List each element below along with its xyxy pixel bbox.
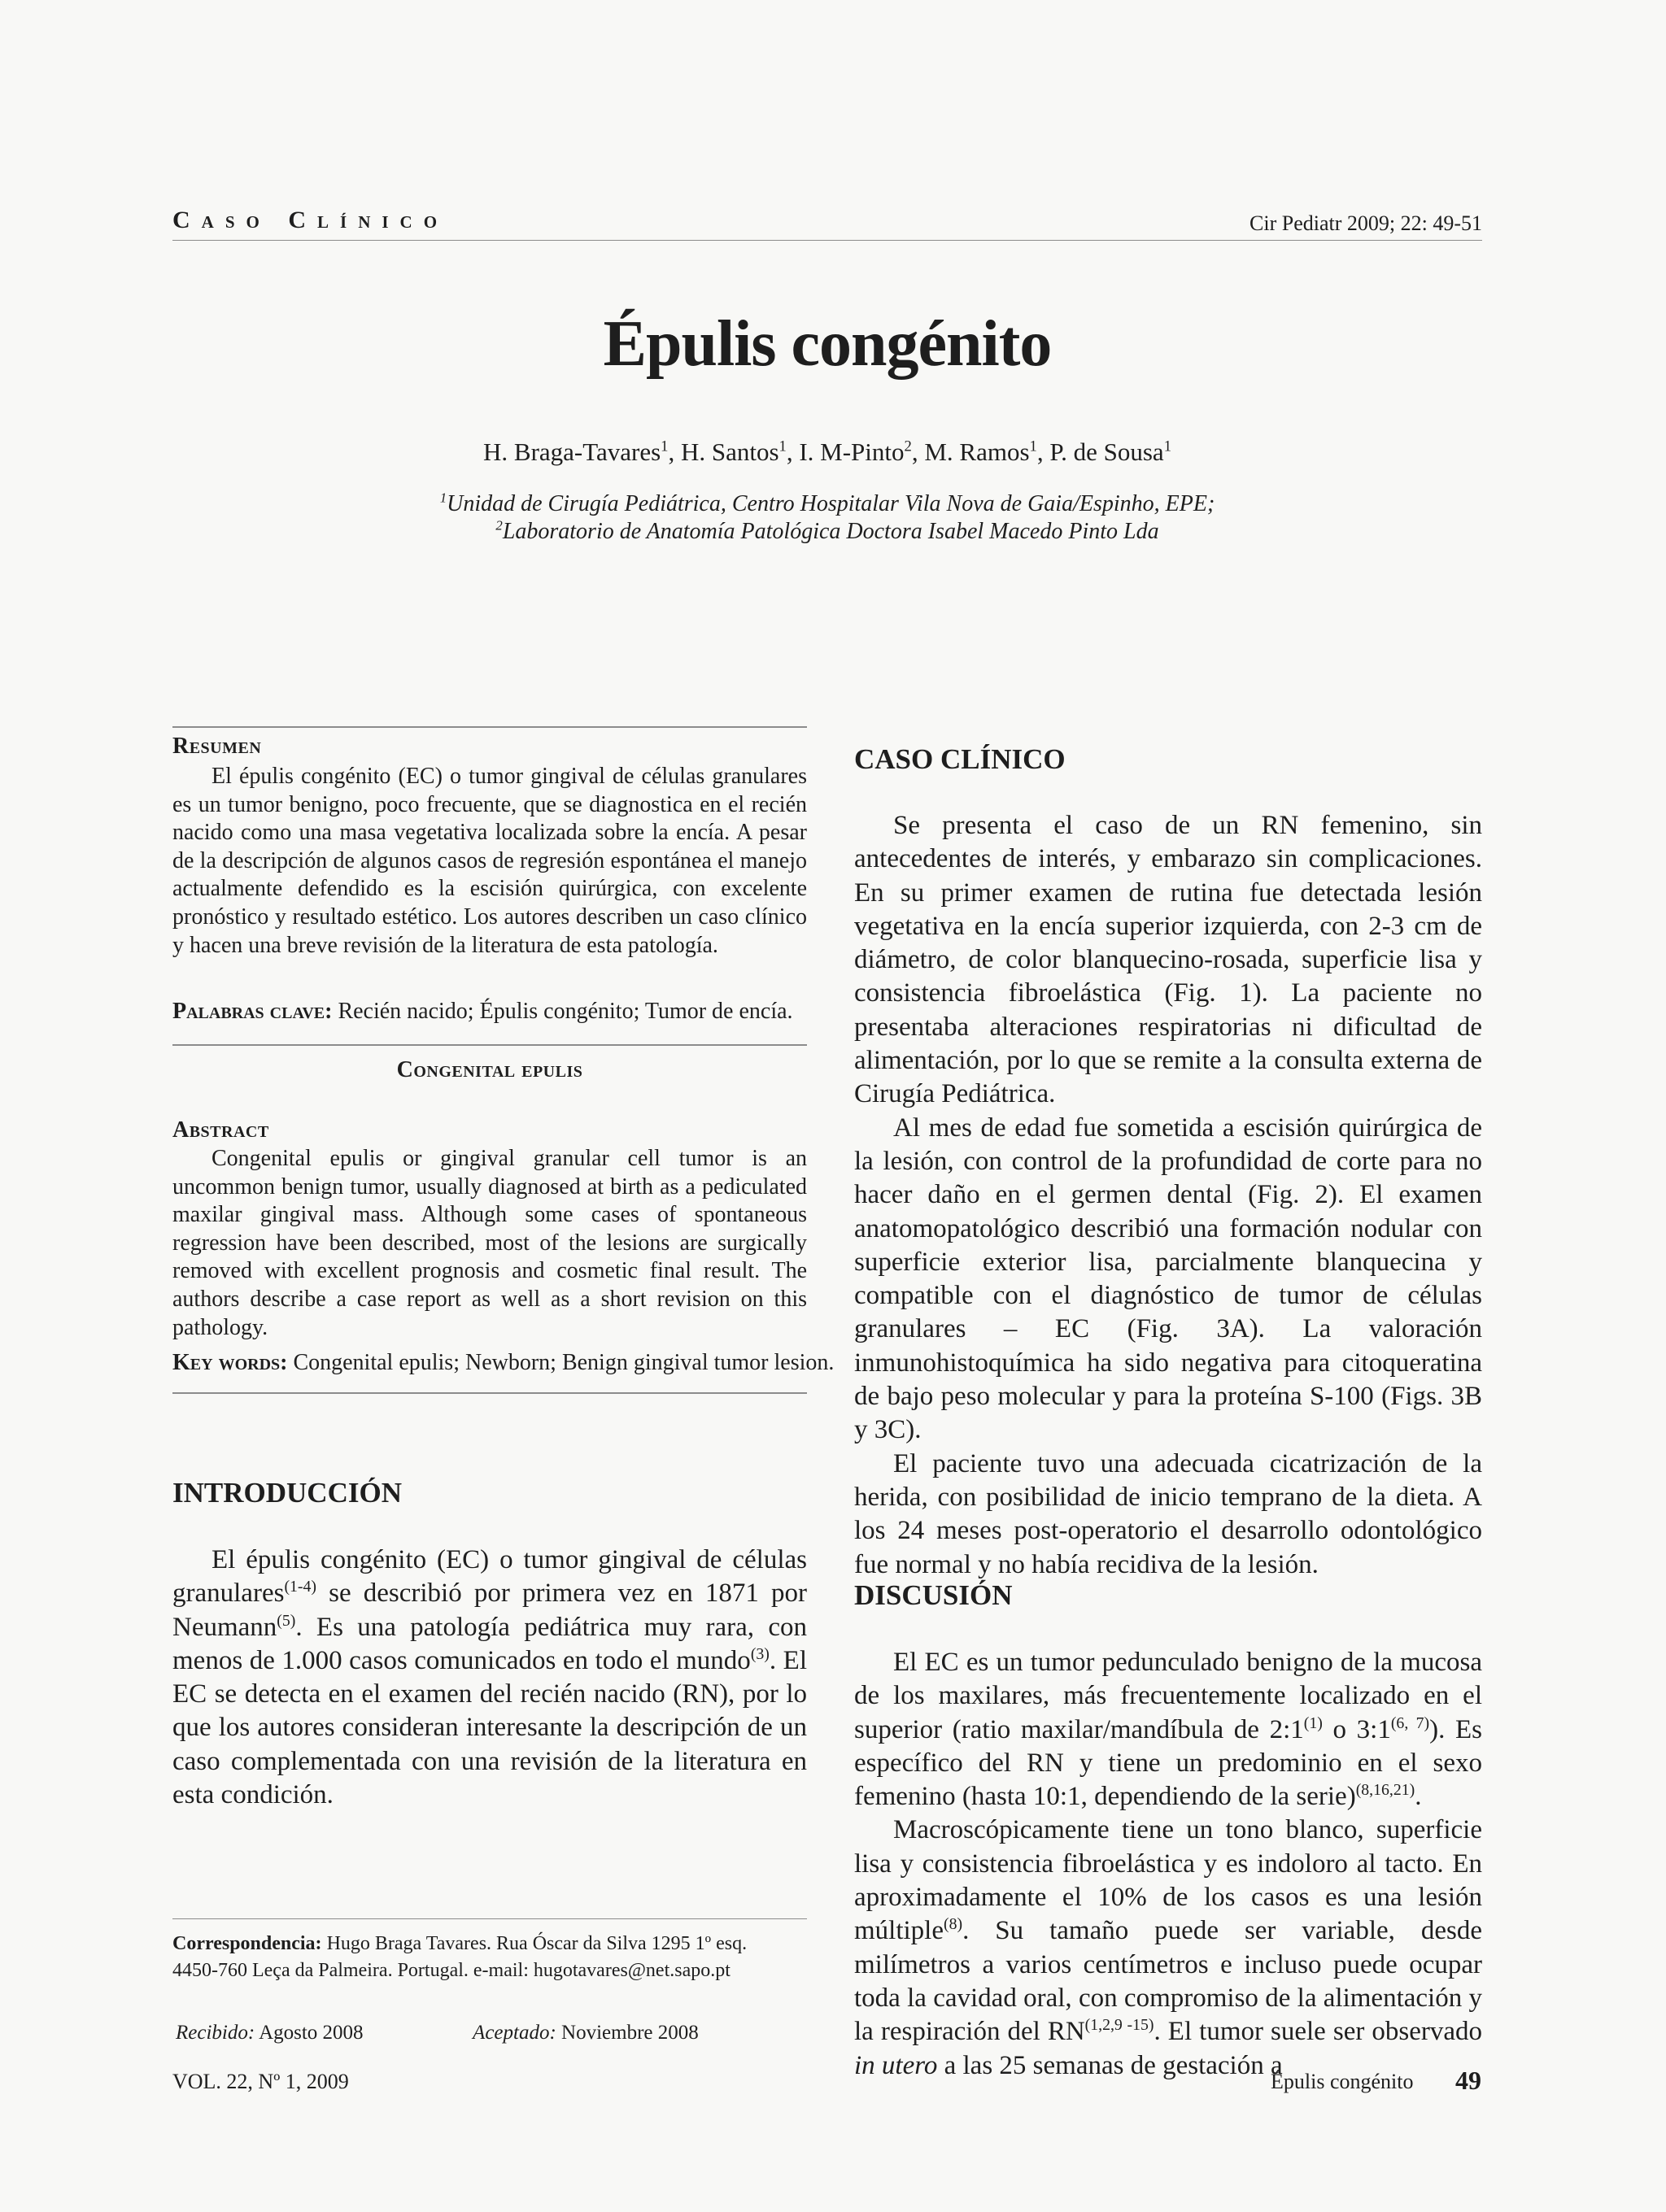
citation-ref: (1) bbox=[1303, 1713, 1323, 1732]
accepted-label: Aceptado: bbox=[473, 2022, 556, 2044]
citation-ref: (1,2,9 -15) bbox=[1084, 2016, 1154, 2035]
keywords-text: Recién nacido; Épulis congénito; Tumor de encía. bbox=[338, 999, 793, 1024]
affiliation-text: Laboratorio de Anatomía Patológica Doctora Isabel Macedo Pinto Lda bbox=[502, 519, 1159, 544]
correspondence-line2: 4450-760 Leça da Palmeira. Portugal. e-mail: hugotavares@net.sapo.pt bbox=[172, 1960, 731, 1981]
affiliation-mark: 1 bbox=[439, 490, 447, 506]
text-run: . bbox=[1415, 1782, 1422, 1812]
accepted-date: Noviembre 2008 bbox=[561, 2022, 699, 2044]
text-run: a las 25 semanas de gestación a bbox=[937, 2050, 1283, 2080]
abstract-keywords bbox=[172, 1350, 834, 1376]
resumen-keywords bbox=[172, 999, 793, 1025]
citation-ref: (6, 7) bbox=[1390, 1713, 1430, 1732]
affiliation-mark: 1 bbox=[778, 438, 787, 455]
discusion-heading: DISCUSIÓN bbox=[854, 1579, 1013, 1611]
citation-ref: (1-4) bbox=[284, 1578, 316, 1596]
text-run: . Su tamaño puede ser variable, desde milímetros a varios centímetros e incluso puede ocupar toda la cavidad oral, con compromiso de la alimentación y la respiración del RN bbox=[854, 1916, 1482, 2047]
citation-ref: (8,16,21) bbox=[1355, 1781, 1415, 1800]
affiliation-mark: 2 bbox=[904, 438, 912, 455]
text-run: . El EC se detecta en el examen del recién nacido (RN), por lo que los autores consideran interesante la descripción de un caso complementada con una revisión de la literatura en esta condición. bbox=[172, 1645, 808, 1810]
text-run: Macroscópicamente tiene un tono blanco, superficie lisa y consistencia fibroelástica y es indoloro al tacto. En aproximadamente el 10% de los casos es una lesión múltiple bbox=[854, 1815, 1482, 1946]
correspondence-rule bbox=[172, 1918, 807, 1919]
affiliation-line bbox=[172, 490, 1482, 518]
received-accepted-dates bbox=[176, 2022, 699, 2044]
page-number: 49 bbox=[1455, 2066, 1481, 2095]
resumen-heading: Resumen bbox=[172, 734, 262, 759]
affiliation-text: Unidad de Cirugía Pediátrica, Centro Hospitalar Vila Nova de Gaia/Espinho, EPE; bbox=[447, 491, 1215, 516]
citation-ref: (5) bbox=[277, 1611, 296, 1630]
affiliation-mark: 1 bbox=[1163, 438, 1171, 455]
introduccion-heading: INTRODUCCIÓN bbox=[172, 1477, 402, 1509]
abstract-heading: Abstract bbox=[172, 1117, 269, 1143]
correspondence bbox=[172, 1931, 807, 1984]
text-run: El EC es un tumor pedunculado benigno de la mucosa de los maxilares, más frecuentemente localizado en el superior (ratio maxilar/mandíbula de 2:1 bbox=[854, 1648, 1482, 1744]
received-date: Agosto 2008 bbox=[259, 2022, 364, 2044]
abstract-bottom-rule bbox=[172, 1392, 807, 1394]
footer-volume: VOL. 22, Nº 1, 2009 bbox=[172, 2070, 349, 2093]
text-run: El épulis congénito (EC) o tumor gingival de células granulares bbox=[172, 1545, 807, 1609]
journal-citation: Cir Pediatr 2009; 22: 49-51 bbox=[1250, 211, 1482, 235]
keywords-text: Congenital epulis; Newborn; Benign gingival tumor lesion. bbox=[293, 1350, 835, 1375]
affiliation-mark: 2 bbox=[495, 517, 503, 533]
footer-running-title: Épulis congénito bbox=[1271, 2070, 1414, 2093]
abstract-top-rule bbox=[172, 726, 807, 728]
introduccion-body bbox=[172, 1544, 807, 1812]
text-run: o 3:1 bbox=[1322, 1714, 1391, 1744]
caso-clinico-heading: CASO CLÍNICO bbox=[854, 743, 1066, 775]
discusion-paragraph-1 bbox=[854, 1646, 1482, 1814]
correspondence-label: Correspondencia: bbox=[172, 1933, 322, 1954]
abstract-divider-rule bbox=[172, 1044, 807, 1046]
author-name: H. Braga-Tavares bbox=[483, 438, 661, 466]
text-run: . Es una patología pediátrica muy rara, con menos de 1.000 casos comunicados en todo el mundo bbox=[172, 1612, 807, 1675]
citation-ref: (8) bbox=[944, 1915, 963, 1934]
affiliation-list bbox=[172, 490, 1482, 546]
keywords-label: Palabras clave: bbox=[172, 999, 333, 1024]
affiliation-mark: 1 bbox=[661, 438, 669, 455]
correspondence-line1: Hugo Braga Tavares. Rua Óscar da Silva 1295 1º esq. bbox=[321, 1933, 748, 1954]
resumen-text: El épulis congénito (EC) o tumor gingival de células granulares es un tumor benigno, poco frecuente, que se diagnostica en el recién nacido como una masa vegetativa localizada sobre la encía. A pesar de la descripción de algunos casos de regresión espontánea el manejo actualmente defendido es la escisión quirúrgica, con excelente pronóstico y resultado estético. Los autores describen un caso clínico y hacen una breve revisión de la literatura de esta patología. bbox=[172, 764, 807, 958]
text-run: . El tumor suele ser observado bbox=[1154, 2017, 1482, 2047]
text-run: ). Es específico del RN y tiene un predominio en el sexo femenino (hasta 10:1, dependiendo de la serie) bbox=[854, 1714, 1482, 1812]
section-label: Caso Clínico bbox=[172, 207, 449, 233]
discusion-paragraph-2 bbox=[854, 1814, 1482, 2082]
abstract-text: Congenital epulis or gingival granular cell tumor is an uncommon benign tumor, usually diagnosed at birth as a pediculated maxilar gingival mass. Although some cases of spontaneous regression have been described, most of the lesions are surgically removed with excellent prognosis and cosmetic final result. The authors describe a case report as well as a short revision on this pathology. bbox=[172, 1146, 807, 1340]
introduccion-paragraph bbox=[172, 1544, 807, 1812]
affiliation-line bbox=[172, 518, 1482, 546]
author-list: H. Braga-Tavares$^1$, H. Santos$^1$, I. M-Pinto$^2$, M. Ramos$^1$, P. de Sousa$^1$ bbox=[483, 438, 1171, 466]
english-title: Congenital epulis bbox=[396, 1057, 583, 1082]
caso-paragraph-3: El paciente tuvo una adecuada cicatrización de la herida, con posibilidad de inicio temprano de la dieta. A los 24 meses post-operatorio el desarrollo odontológico fue normal y no había recidiva de la lesión. bbox=[854, 1448, 1482, 1579]
emphasis: in utero bbox=[854, 2050, 938, 2080]
received-label: Recibido: bbox=[176, 2022, 255, 2044]
text-run: se describió por primera vez en 1871 por Neumann bbox=[172, 1578, 807, 1642]
discusion-body bbox=[854, 1646, 1482, 2083]
article-title: Épulis congénito bbox=[603, 308, 1052, 380]
author-name: I. M-Pinto bbox=[799, 438, 905, 466]
author-name: P. de Sousa bbox=[1049, 438, 1164, 466]
affiliation-mark: 1 bbox=[1029, 438, 1037, 455]
keywords-label: Key words: bbox=[172, 1350, 288, 1375]
citation-ref: (3) bbox=[750, 1644, 770, 1663]
caso-paragraph-1: Se presenta el caso de un RN femenino, sin antecedentes de interés, y embarazo sin complicaciones. En su primer examen de rutina fue detectada lesión vegetativa en la encía superior izquierda, con 2-3 cm de diámetro, de color blanquecino-rosada, superficie lisa y consistencia fibroelástica (Fig. 1). La paciente no presentaba alteraciones respiratorias ni dificultad de alimentación, por lo que se remite a la consulta externa de Cirugía Pediátrica. bbox=[854, 811, 1482, 1109]
caso-paragraph-2: Al mes de edad fue sometida a escisión quirúrgica de la lesión, con control de la profundidad de corte para no hacer daño en el germen dental (Fig. 2). El examen anatomopatológico describió una formación nodular con superficie exterior lisa, parcialmente blanquecina y compatible con el diagnóstico de tumor de células granulares – EC (Fig. 3A). La valoración inmunohistoquímica ha sido negativa para citoqueratina de bajo peso molecular y para la proteína S-100 (Figs. 3B y 3C). bbox=[854, 1113, 1482, 1445]
caso-clinico-body bbox=[854, 809, 1482, 1582]
header-rule bbox=[172, 240, 1482, 241]
author-name: H. Santos bbox=[680, 438, 779, 466]
author-name: M. Ramos bbox=[924, 438, 1030, 466]
